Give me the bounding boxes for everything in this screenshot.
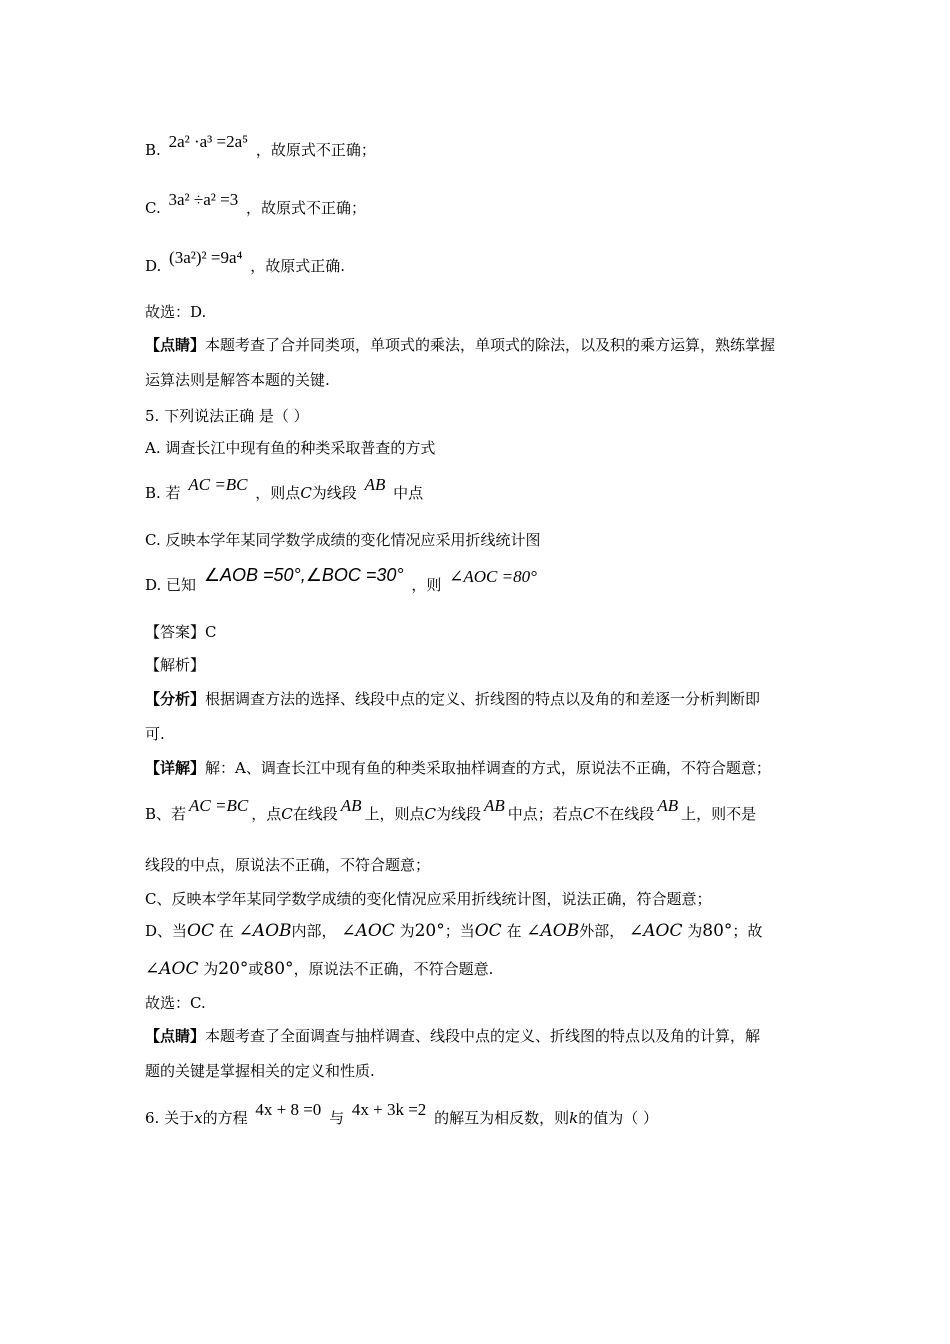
q6-stem (145, 1100, 658, 1128)
prev-point-line1 (145, 335, 775, 355)
formula: AB (340, 796, 362, 815)
option-label: C. (145, 199, 161, 217)
q5-option-a: A. 调查长江中现有鱼的种类采取普查的方式 (145, 439, 436, 457)
q5-option-c: C. 反映本学年某同学数学成绩的变化情况应采用折线统计图 (145, 531, 541, 549)
point-line1 (145, 1026, 760, 1046)
text: ，点 (251, 805, 282, 823)
q5-option-b (145, 475, 424, 503)
formula: AB (657, 796, 679, 815)
formula: ∠AOB =50°,∠BOC =30° (203, 565, 404, 585)
text: 与 (329, 1109, 345, 1127)
text: 为 (203, 960, 219, 978)
point-line2: 题的关键是掌握相关的定义和性质. (145, 1062, 375, 1080)
xiangjie-d-line1 (145, 921, 762, 941)
text: ；故 (732, 922, 763, 940)
q5-stem: 5. 下列说法正确 是（ ） (145, 407, 309, 425)
xiangjie-b-line (145, 796, 757, 824)
text: ，则 (411, 576, 442, 594)
xiangjie-line1 (145, 758, 771, 778)
text: ；当 (444, 922, 475, 940)
text: 在 (506, 922, 522, 940)
formula: 2a² ·a³ =2a⁵ (168, 132, 249, 151)
point-text: 本题考查了全面调查与抽样调查、线段中点的定义、折线图的特点以及角的计算，解 (205, 1027, 761, 1045)
formula: 80° (263, 959, 294, 979)
text: 外部， (579, 922, 625, 940)
fenxi-tag: 【分析】 (145, 690, 206, 708)
var: C (281, 805, 293, 823)
var: k (569, 1109, 579, 1127)
text: ，原说法不正确，不符合题意. (293, 960, 494, 978)
formula: (3a²)² =9a⁴ (169, 248, 243, 267)
text: B、若 (145, 805, 187, 823)
option-label: D. (145, 257, 162, 275)
text: D. 已知 (145, 576, 197, 594)
text: 内部， (291, 922, 337, 940)
option-d-line (145, 248, 345, 276)
point-text: 本题考查了合并同类项，单项式的乘法，单项式的除法，以及积的乘方运算，熟练掌握 (205, 336, 776, 354)
formula: AC =BC (189, 796, 249, 815)
formula: 3a² ÷a² =3 (168, 190, 239, 209)
xiangjie-b-line2: 线段的中点，原说法不正确，不符合题意； (145, 856, 431, 874)
xiangjie-d-line2 (145, 959, 493, 979)
text: B. 若 (145, 484, 181, 502)
text: 的值为（ ） (578, 1109, 658, 1127)
text: 不在线段 (594, 805, 655, 823)
text: 为 (687, 922, 703, 940)
formula: OC (187, 921, 214, 941)
formula: AB (364, 475, 386, 494)
analysis-head: 【解析】 (145, 656, 206, 674)
var: C (424, 805, 436, 823)
xiangjie-tag: 【详解】 (145, 759, 206, 777)
var: C (582, 805, 595, 823)
prev-point-line2: 运算法则是解答本题的关键. (145, 371, 330, 389)
formula: ∠AOC (341, 921, 395, 941)
q5-option-d (145, 565, 540, 595)
prev-choice: 故选：D. (145, 303, 207, 321)
text: 或 (248, 960, 264, 978)
formula: 80° (702, 921, 733, 941)
text: 中点；若点 (507, 805, 583, 823)
xiangjie-text: 解：A、调查长江中现有鱼的种类采取抽样调查的方式，原说法不正确，不符合题意； (205, 759, 771, 777)
option-text: ，故原式正确. (250, 257, 345, 275)
formula: 4x + 3k =2 (351, 1100, 427, 1119)
option-text: ，故原式不正确； (245, 199, 366, 217)
text: 的方程 (202, 1109, 248, 1127)
var: C (300, 484, 312, 502)
formula: ∠AOB (238, 921, 292, 941)
point-tag: 【点睛】 (145, 1027, 206, 1045)
formula: 20° (414, 921, 445, 941)
xiangjie-c-line: C、反映本学年某同学数学成绩的变化情况应采用折线统计图，说法正确，符合题意； (145, 890, 712, 908)
text: 为线段 (436, 805, 482, 823)
choice: 故选：C. (145, 994, 206, 1012)
formula: ∠AOB (526, 921, 580, 941)
fenxi-line2: 可. (145, 725, 165, 743)
text: 中点 (393, 484, 424, 502)
fenxi-line1 (145, 689, 760, 709)
text: 为线段 (311, 484, 357, 502)
formula: AC =BC (188, 475, 248, 494)
text: 在线段 (292, 805, 338, 823)
text: 上，则点 (364, 805, 425, 823)
formula: ∠AOC =80° (449, 567, 537, 586)
text: 为 (399, 922, 415, 940)
text: 的解互为相反数，则 (434, 1109, 570, 1127)
formula: OC (474, 921, 502, 941)
option-text: ，故原式不正确； (255, 141, 376, 159)
option-label: B. (145, 141, 161, 159)
formula: ∠AOC (145, 959, 199, 979)
formula: ∠AOC (629, 921, 683, 941)
text: 上，则不是 (681, 805, 757, 823)
formula: 4x + 8 =0 (255, 1100, 322, 1119)
answer: 【答案】C (145, 623, 217, 641)
text: 在 (218, 922, 234, 940)
formula: AB (484, 796, 505, 815)
option-b-line (145, 132, 376, 160)
point-tag: 【点睛】 (145, 336, 206, 354)
text: 6. 关于 (145, 1109, 195, 1127)
formula: 20° (218, 959, 249, 979)
text: ，则点 (255, 484, 301, 502)
option-c-line (145, 190, 366, 218)
var: x (194, 1109, 203, 1127)
fenxi-text: 根据调查方法的选择、线段中点的定义、折线图的特点以及角的和差逐一分析判断即 (205, 690, 761, 708)
text: D、当 (145, 922, 188, 940)
